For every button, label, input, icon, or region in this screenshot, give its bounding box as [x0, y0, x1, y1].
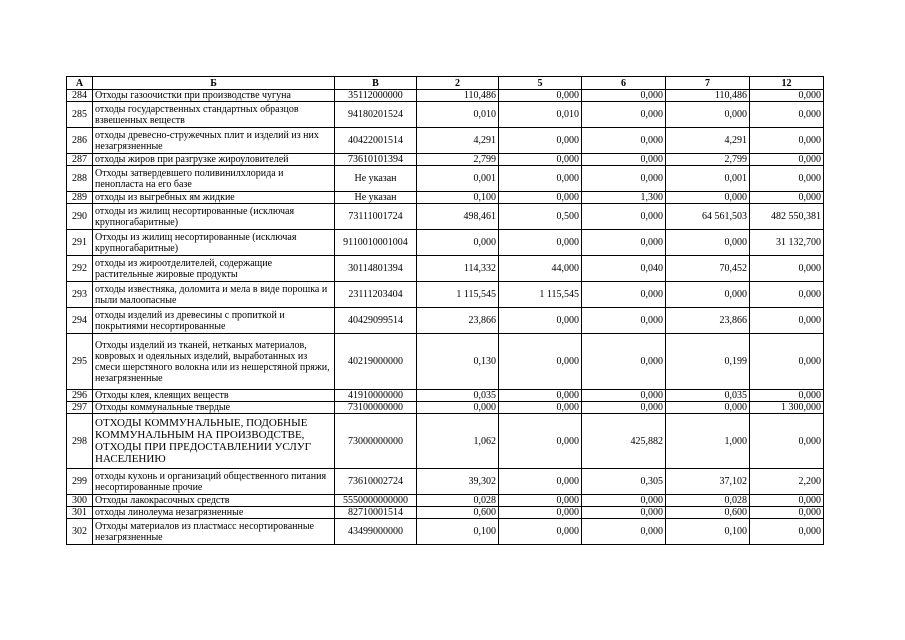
waste-code: 43499000000: [335, 519, 417, 545]
table-row: [67, 128, 824, 154]
header-row: [67, 77, 824, 90]
value-col-2: 0,028: [417, 495, 499, 507]
value-col-6: 0,000: [582, 334, 666, 390]
value-col-7: 2,799: [666, 154, 750, 166]
col-header-a: А: [67, 77, 93, 90]
value-col-6: 0,000: [582, 166, 666, 192]
waste-code: 73100000000: [335, 402, 417, 414]
value-col-7: 64 561,503: [666, 204, 750, 230]
value-col-12: 0,000: [750, 495, 824, 507]
value-col-5: 0,000: [499, 230, 582, 256]
value-col-6: 0,000: [582, 128, 666, 154]
value-col-12: 0,000: [750, 519, 824, 545]
waste-code: 35112000000: [335, 90, 417, 102]
value-col-6: 0,000: [582, 519, 666, 545]
value-col-5: 0,000: [499, 308, 582, 334]
table-row: [67, 154, 824, 166]
value-col-5: 0,000: [499, 154, 582, 166]
value-col-5: 0,010: [499, 102, 582, 128]
value-col-2: 114,332: [417, 256, 499, 282]
value-col-5: 0,000: [499, 519, 582, 545]
value-col-12: 0,000: [750, 154, 824, 166]
row-number: 287: [67, 154, 93, 166]
value-col-2: 0,600: [417, 507, 499, 519]
table-row: [67, 256, 824, 282]
value-col-2: 0,100: [417, 192, 499, 204]
value-col-2: 0,100: [417, 519, 499, 545]
row-number: 285: [67, 102, 93, 128]
waste-name: Отходы материалов из пластмасс несортированные незагрязненные: [93, 519, 335, 545]
value-col-5: 0,000: [499, 414, 582, 469]
waste-name: Отходы затвердевшего поливинилхлорида и пенопласта на его базе: [93, 166, 335, 192]
waste-code: 40422001514: [335, 128, 417, 154]
value-col-12: 31 132,700: [750, 230, 824, 256]
value-col-2: 23,866: [417, 308, 499, 334]
value-col-7: 0,000: [666, 102, 750, 128]
value-col-7: 0,000: [666, 402, 750, 414]
value-col-6: 1,300: [582, 192, 666, 204]
waste-name: Отходы коммунальные твердые: [93, 402, 335, 414]
table-row: [67, 469, 824, 495]
col-header-5: 5: [499, 77, 582, 90]
waste-name: Отходы клея, клеящих веществ: [93, 390, 335, 402]
waste-code: 40219000000: [335, 334, 417, 390]
value-col-7: 0,028: [666, 495, 750, 507]
value-col-2: 110,486: [417, 90, 499, 102]
row-number: 288: [67, 166, 93, 192]
row-number: 296: [67, 390, 93, 402]
value-col-5: 0,000: [499, 166, 582, 192]
value-col-6: 0,000: [582, 495, 666, 507]
table-row: [67, 102, 824, 128]
waste-name: отходы древесно-стружечных плит и изделий из них незагрязненные: [93, 128, 335, 154]
waste-code: 73610101394: [335, 154, 417, 166]
row-number: 295: [67, 334, 93, 390]
value-col-6: 425,882: [582, 414, 666, 469]
waste-table: [66, 76, 824, 545]
value-col-12: 1 300,000: [750, 402, 824, 414]
waste-name: отходы кухонь и организаций общественного питания несортированные прочие: [93, 469, 335, 495]
value-col-6: 0,305: [582, 469, 666, 495]
value-col-7: 0,199: [666, 334, 750, 390]
col-header-12: 12: [750, 77, 824, 90]
waste-name: Отходы лакокрасочных средств: [93, 495, 335, 507]
value-col-12: 0,000: [750, 192, 824, 204]
value-col-12: 0,000: [750, 256, 824, 282]
value-col-7: 0,600: [666, 507, 750, 519]
waste-code: 41910000000: [335, 390, 417, 402]
value-col-7: 0,035: [666, 390, 750, 402]
row-number: 301: [67, 507, 93, 519]
waste-code: Не указан: [335, 166, 417, 192]
value-col-5: 0,000: [499, 402, 582, 414]
waste-code: 5550000000000: [335, 495, 417, 507]
value-col-12: 0,000: [750, 308, 824, 334]
row-number: 284: [67, 90, 93, 102]
waste-name: Отходы газоочистки при производстве чугуна: [93, 90, 335, 102]
value-col-12: 0,000: [750, 90, 824, 102]
row-number: 292: [67, 256, 93, 282]
value-col-12: 0,000: [750, 166, 824, 192]
row-number: 299: [67, 469, 93, 495]
waste-code: 30114801394: [335, 256, 417, 282]
value-col-12: 0,000: [750, 282, 824, 308]
value-col-2: 4,291: [417, 128, 499, 154]
waste-code: 82710001514: [335, 507, 417, 519]
value-col-5: 0,000: [499, 90, 582, 102]
waste-code: 73111001724: [335, 204, 417, 230]
waste-name: отходы государственных стандартных образцов взвешенных веществ: [93, 102, 335, 128]
col-header-b: Б: [93, 77, 335, 90]
value-col-2: 498,461: [417, 204, 499, 230]
value-col-2: 0,130: [417, 334, 499, 390]
value-col-7: 0,100: [666, 519, 750, 545]
value-col-2: 2,799: [417, 154, 499, 166]
value-col-6: 0,000: [582, 282, 666, 308]
table-row: [67, 90, 824, 102]
value-col-2: 39,302: [417, 469, 499, 495]
value-col-6: 0,000: [582, 230, 666, 256]
value-col-12: 0,000: [750, 334, 824, 390]
value-col-5: 0,500: [499, 204, 582, 230]
row-number: 290: [67, 204, 93, 230]
value-col-6: 0,000: [582, 90, 666, 102]
table-row: [67, 166, 824, 192]
row-number: 294: [67, 308, 93, 334]
waste-code: Не указан: [335, 192, 417, 204]
value-col-7: 4,291: [666, 128, 750, 154]
table-row: [67, 507, 824, 519]
value-col-5: 1 115,545: [499, 282, 582, 308]
col-header-7: 7: [666, 77, 750, 90]
waste-name: отходы изделий из древесины с пропиткой и покрытиями несортированные: [93, 308, 335, 334]
value-col-2: 0,000: [417, 230, 499, 256]
value-col-5: 0,000: [499, 334, 582, 390]
value-col-2: 0,001: [417, 166, 499, 192]
value-col-12: 482 550,381: [750, 204, 824, 230]
table-row: [67, 414, 824, 469]
row-number: 286: [67, 128, 93, 154]
waste-code: 94180201524: [335, 102, 417, 128]
waste-name: отходы из жилищ несортированные (исключая крупногабаритные): [93, 204, 335, 230]
value-col-7: 0,000: [666, 230, 750, 256]
value-col-12: 0,000: [750, 128, 824, 154]
table-row: [67, 495, 824, 507]
waste-code: 40429099514: [335, 308, 417, 334]
row-number: 291: [67, 230, 93, 256]
value-col-5: 0,000: [499, 495, 582, 507]
value-col-2: 0,035: [417, 390, 499, 402]
row-number: 300: [67, 495, 93, 507]
col-header-v: В: [335, 77, 417, 90]
value-col-2: 0,010: [417, 102, 499, 128]
value-col-7: 0,000: [666, 282, 750, 308]
row-number: 302: [67, 519, 93, 545]
table-row: [67, 230, 824, 256]
value-col-2: 0,000: [417, 402, 499, 414]
value-col-7: 110,486: [666, 90, 750, 102]
value-col-7: 23,866: [666, 308, 750, 334]
table-row: [67, 390, 824, 402]
value-col-6: 0,000: [582, 390, 666, 402]
value-col-6: 0,000: [582, 402, 666, 414]
table-row: [67, 282, 824, 308]
value-col-6: 0,000: [582, 102, 666, 128]
table-row: [67, 308, 824, 334]
value-col-7: 70,452: [666, 256, 750, 282]
table-row: [67, 204, 824, 230]
value-col-7: 0,000: [666, 192, 750, 204]
value-col-12: 2,200: [750, 469, 824, 495]
value-col-6: 0,000: [582, 308, 666, 334]
waste-code: 73610002724: [335, 469, 417, 495]
value-col-12: 0,000: [750, 507, 824, 519]
value-col-7: 37,102: [666, 469, 750, 495]
waste-name: ОТХОДЫ КОММУНАЛЬНЫЕ, ПОДОБНЫЕ КОММУНАЛЬНЫМ НА ПРОИЗВОДСТВЕ, ОТХОДЫ ПРИ ПРЕДОСТАВЛЕНИИ УСЛУГ НАСЕЛЕНИЮ: [93, 414, 335, 469]
row-number: 297: [67, 402, 93, 414]
row-number: 293: [67, 282, 93, 308]
waste-name: отходы жиров при разгрузке жироуловителей: [93, 154, 335, 166]
row-number: 298: [67, 414, 93, 469]
table-row: [67, 519, 824, 545]
value-col-2: 1,062: [417, 414, 499, 469]
value-col-5: 0,000: [499, 390, 582, 402]
waste-name: Отходы из жилищ несортированные (исключая крупногабаритные): [93, 230, 335, 256]
value-col-5: 0,000: [499, 507, 582, 519]
col-header-6: 6: [582, 77, 666, 90]
value-col-5: 0,000: [499, 128, 582, 154]
value-col-6: 0,000: [582, 507, 666, 519]
value-col-6: 0,000: [582, 154, 666, 166]
value-col-5: 0,000: [499, 469, 582, 495]
value-col-12: 0,000: [750, 102, 824, 128]
waste-code: 23111203404: [335, 282, 417, 308]
value-col-6: 0,000: [582, 204, 666, 230]
value-col-7: 0,001: [666, 166, 750, 192]
value-col-7: 1,000: [666, 414, 750, 469]
waste-name: Отходы изделий из тканей, нетканых материалов, ковровых и одеяльных изделий, выработанных из смеси шерстяного волокна или из нешерстяной пряжи, незагрязненные: [93, 334, 335, 390]
waste-code: 73000000000: [335, 414, 417, 469]
waste-name: отходы из жироотделителей, содержащие растительные жировые продукты: [93, 256, 335, 282]
waste-code: 9110010001004: [335, 230, 417, 256]
value-col-6: 0,040: [582, 256, 666, 282]
value-col-12: 0,000: [750, 414, 824, 469]
table-row: [67, 334, 824, 390]
waste-name: отходы линолеума незагрязненные: [93, 507, 335, 519]
waste-name: отходы известняка, доломита и мела в виде порошка и пыли малоопасные: [93, 282, 335, 308]
table-row: [67, 402, 824, 414]
value-col-5: 0,000: [499, 192, 582, 204]
row-number: 289: [67, 192, 93, 204]
value-col-2: 1 115,545: [417, 282, 499, 308]
waste-name: отходы из выгребных ям жидкие: [93, 192, 335, 204]
value-col-5: 44,000: [499, 256, 582, 282]
col-header-2: 2: [417, 77, 499, 90]
value-col-12: 0,000: [750, 390, 824, 402]
table-row: [67, 192, 824, 204]
